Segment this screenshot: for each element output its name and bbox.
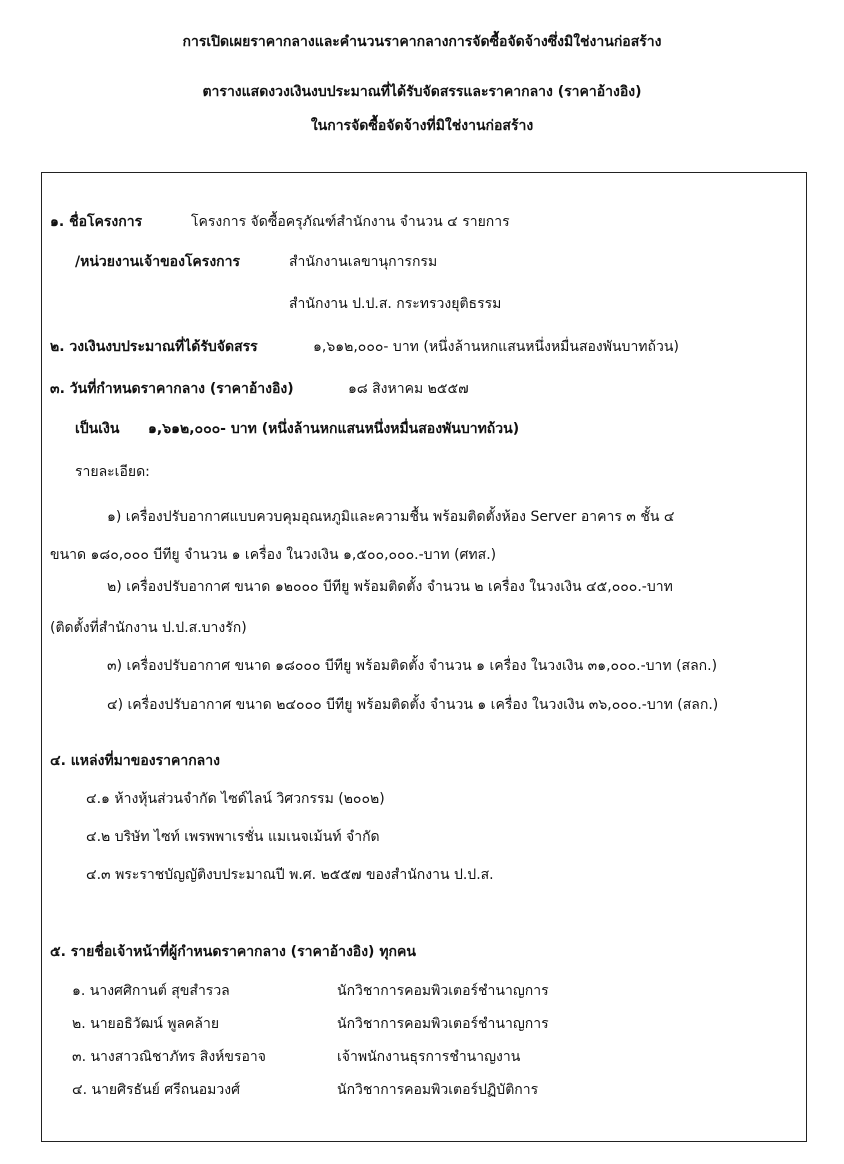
item-2-line-2: (ติดตั้งที่สำนักงาน ป.ป.ส.บางรัก) xyxy=(50,620,247,636)
item-3: ๓) เครื่องปรับอากาศ ขนาด ๑๘๐๐๐ บีทียู พร้อมติดตั้ง จำนวน ๑ เครื่อง ในวงเงิน ๓๑,๐๐๐.-บาท (สลก.) xyxy=(107,658,718,674)
official-name: ๔. นายศิรธันย์ ศรีถนอมวงศ์ xyxy=(72,1082,240,1098)
item-1-line-2: ขนาด ๑๘๐,๐๐๐ บีทียู จำนวน ๑ เครื่อง ในวงเงิน ๑,๕๐๐,๐๐๐.-บาท (ศทส.) xyxy=(50,547,497,563)
item-1-line-1: ๑) เครื่องปรับอากาศแบบควบคุมอุณหภูมิและความชื้น พร้อมติดตั้งห้อง Server อาคาร ๓ ชั้น ๔ xyxy=(107,509,675,525)
official-position: เจ้าพนักงานธุรการชำนาญงาน xyxy=(337,1049,521,1065)
item-4: ๔) เครื่องปรับอากาศ ขนาด ๒๔๐๐๐ บีทียู พร้อมติดตั้ง จำนวน ๑ เครื่อง ในวงเงิน ๓๖,๐๐๐.-บาท (สลก.) xyxy=(107,697,719,713)
official-position: นักวิชาการคอมพิวเตอร์ชำนาญการ xyxy=(337,983,549,999)
section-3-label: ๓. วันที่กำหนดราคากลาง (ราคาอ้างอิง) xyxy=(50,381,294,397)
amount-label: เป็นเงิน xyxy=(75,421,120,437)
price-source-1: ๔.๑ ห้างหุ้นส่วนจำกัด ไซด์ไลน์ วิศวกรรม (๒๐๐๒) xyxy=(86,791,385,807)
section-1-label: ๑. ชื่อโครงการ xyxy=(50,214,143,230)
project-name: โครงการ จัดซื้อครุภัณฑ์สำนักงาน จำนวน ๔ รายการ xyxy=(191,214,510,230)
price-source-2: ๔.๒ บริษัท ไซท์ เพรพพาเรชั่น แมเนจเม้นท์ จำกัด xyxy=(86,829,380,845)
official-name: ๒. นายอธิวัฒน์ พูลคล้าย xyxy=(72,1016,220,1032)
amount-value: ๑,๖๑๒,๐๐๐- บาท (หนึ่งล้านหกแสนหนึ่งหมื่นสองพันบาทถ้วน) xyxy=(148,421,520,437)
section-5-label: ๕. รายชื่อเจ้าหน้าที่ผู้กำหนดราคากลาง (ราคาอ้างอิง) ทุกคน xyxy=(50,944,416,960)
detail-label: รายละเอียด: xyxy=(75,464,150,480)
official-position: นักวิชาการคอมพิวเตอร์ชำนาญการ xyxy=(337,1016,549,1032)
official-name: ๑. นางศศิกานต์ สุขสำรวล xyxy=(72,983,230,999)
official-name: ๓. นางสาวณิชาภัทร สิงห์ขรอาจ xyxy=(72,1049,266,1065)
budget-value: ๑,๖๑๒,๐๐๐- บาท (หนึ่งล้านหกแสนหนึ่งหมื่นสองพันบาทถ้วน) xyxy=(313,339,679,355)
header-subtitle: ตารางแสดงวงเงินงบประมาณที่ได้รับจัดสรรและราคากลาง (ราคาอ้างอิง) xyxy=(202,84,642,100)
price-source-3: ๔.๓ พระราชบัญญัติงบประมาณปี พ.ศ. ๒๕๕๗ ของสำนักงาน ป.ป.ส. xyxy=(86,867,494,883)
reference-date: ๑๘ สิงหาคม ๒๕๕๗ xyxy=(348,381,469,397)
header-title: การเปิดเผยราคากลางและคำนวนราคากลางการจัดซื้อจัดจ้างซึ่งมิใช่งานก่อสร้าง xyxy=(182,34,662,50)
item-2-line-1: ๒) เครื่องปรับอากาศ ขนาด ๑๒๐๐๐ บีทียู พร้อมติดตั้ง จำนวน ๒ เครื่อง ในวงเงิน ๔๕,๐๐๐.-บาท xyxy=(107,579,673,595)
section-4-label: ๔. แหล่งที่มาของราคากลาง xyxy=(50,753,220,769)
header-subtitle-2: ในการจัดซื้อจัดจ้างที่มิใช่งานก่อสร้าง xyxy=(310,118,534,134)
owner-unit-label: /หน่วยงานเจ้าของโครงการ xyxy=(75,254,241,270)
owner-unit-2: สำนักงาน ป.ป.ส. กระทรวงยุติธรรม xyxy=(289,296,502,312)
official-position: นักวิชาการคอมพิวเตอร์ปฏิบัติการ xyxy=(337,1082,539,1098)
owner-unit-1: สำนักงานเลขานุการกรม xyxy=(289,254,438,270)
section-2-label: ๒. วงเงินงบประมาณที่ได้รับจัดสรร xyxy=(50,339,258,355)
